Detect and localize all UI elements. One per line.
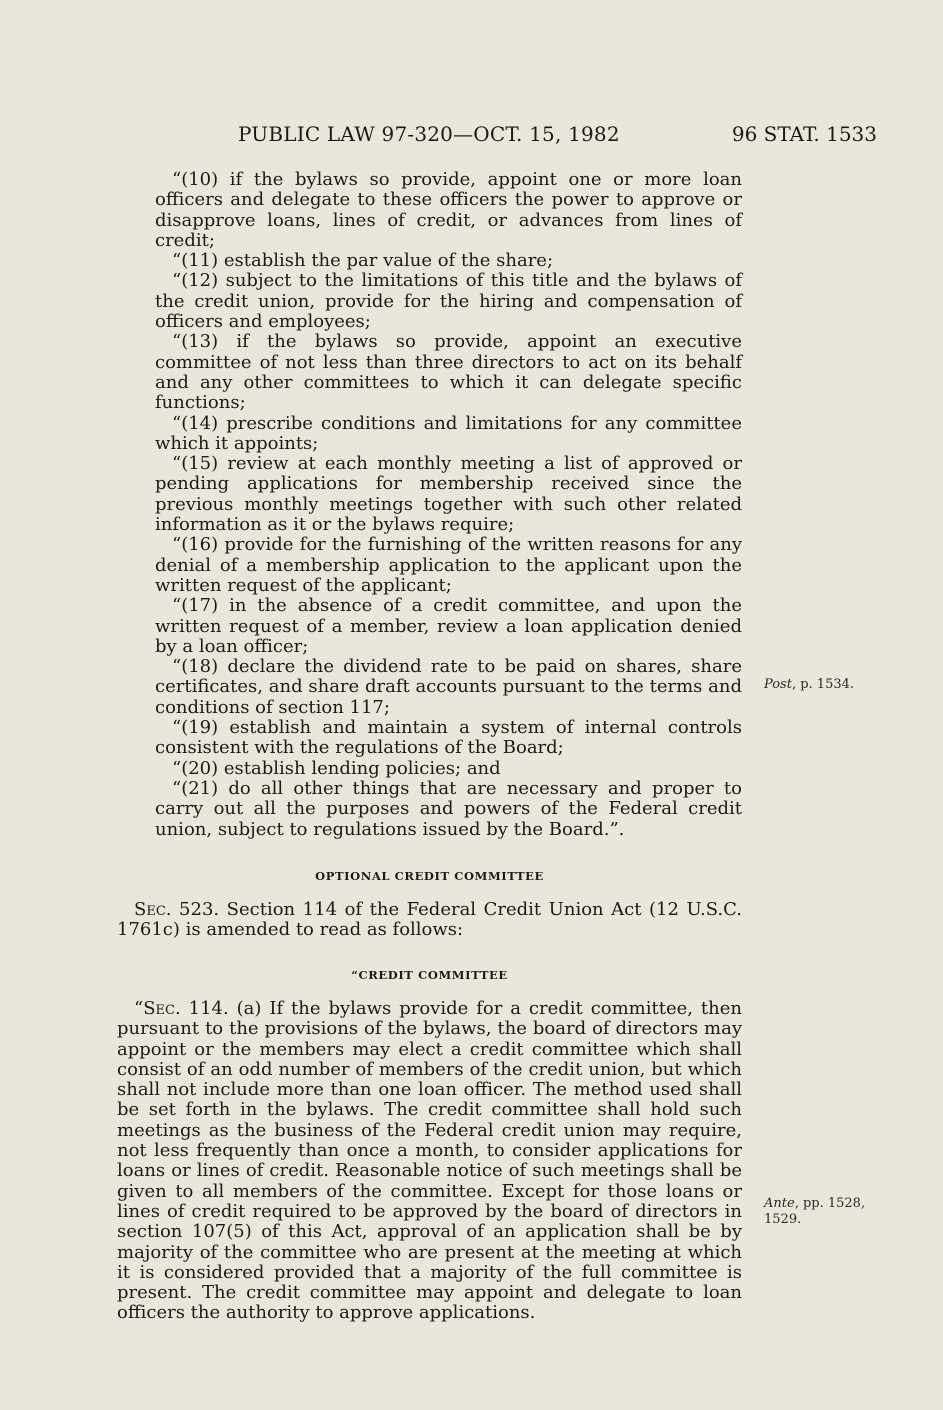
section-label: Sec — [134, 899, 166, 921]
paragraph-17: “(17) in the absence of a credit committee, and upon the written request of a member, review a loan application denied by a loan officer; — [155, 595, 742, 657]
margin-note-italic: Ante — [764, 1196, 795, 1211]
margin-note-text: , p. 1534. — [791, 677, 855, 692]
running-title: PUBLIC LAW 97-320—OCT. 15, 1982 — [238, 122, 620, 146]
statute-page-number: 96 STAT. 1533 — [731, 122, 877, 146]
section-label: “Sec — [134, 997, 175, 1019]
margin-note-italic: Post — [764, 677, 792, 692]
margin-note-ante — [764, 1196, 865, 1228]
section-114 — [117, 999, 742, 1324]
paragraph-18: “(18) declare the dividend rate to be paid on shares, share certificates, and share draft accounts pursuant to the terms and conditions of section 117; — [155, 656, 742, 718]
section-523 — [117, 900, 742, 941]
section-114-text: . 114. (a) If the bylaws provide for a credit committee, then pursuant to the provisions of the bylaws, the board of directors may appoint or the members may elect a credit committee which shall consist of an odd number of members of the credit union, but which shall not include more than one loan officer. The method used shall be set forth in the bylaws. The credit committee shall hold such meetings as the business of the Federal credit union may require, not less frequently than once a month, to consider applications for loans or lines of credit. Reasonable notice of such meetings shall be given to all members of the committee. Except for those loans or lines of credit required to be approved by the board of directors in section 107(5) of this Act, approval of an application shall be by majority of the committee who are present at the meeting at which it is considered provided that a majority of the full committee is present. The credit committee may appoint and delegate to loan officers the authority to approve applications. — [117, 997, 742, 1324]
page-header — [0, 122, 943, 152]
heading-credit-committee: “CREDIT COMMITTEE — [351, 967, 508, 982]
heading-optional-credit-committee: OPTIONAL CREDIT COMMITTEE — [315, 868, 544, 883]
paragraph-16: “(16) provide for the furnishing of the written reasons for any denial of a membership application to the applicant upon the written request of the applicant; — [155, 534, 742, 596]
paragraph-20: “(20) establish lending policies; and — [172, 757, 501, 779]
paragraph-11: “(11) establish the par value of the share; — [172, 250, 554, 272]
paragraph-19: “(19) establish and maintain a system of internal controls consistent with the regulations of the Board; — [155, 717, 742, 759]
margin-note-text-line2: 1529. — [764, 1212, 802, 1227]
paragraph-21: “(21) do all other things that are necessary and proper to carry out all the purposes and powers of the Federal credit union, subject to regulations issued by the Board.”. — [155, 777, 742, 840]
paragraph-15: “(15) review at each monthly meeting a list of approved or pending applications for membership received since the previous monthly meetings together with such other related information as it or the bylaws require; — [155, 453, 742, 536]
paragraph-list — [117, 170, 742, 840]
body-text — [117, 170, 742, 1324]
margin-note-text: , pp. 1528, — [794, 1196, 866, 1211]
paragraph-10: “(10) if the bylaws so provide, appoint one or more loan officers and delegate to these officers the power to approve or disapprove loans, lines of credit, or advances from lines of credit; — [155, 169, 742, 251]
margin-note-post — [764, 677, 854, 693]
paragraph-13: “(13) if the bylaws so provide, appoint an executive committee of not less than three directors to act on its behalf and any other committees to which it can delegate specific functions; — [155, 331, 742, 414]
paragraph-14: “(14) prescribe conditions and limitations for any committee which it appoints; — [155, 412, 742, 454]
section-523-text: . 523. Section 114 of the Federal Credit Union Act (12 U.S.C. 1761c) is amended to read as follows: — [117, 899, 742, 941]
paragraph-12: “(12) subject to the limitations of this title and the bylaws of the credit union, provide for the hiring and compensation of officers and employees; — [155, 270, 742, 333]
